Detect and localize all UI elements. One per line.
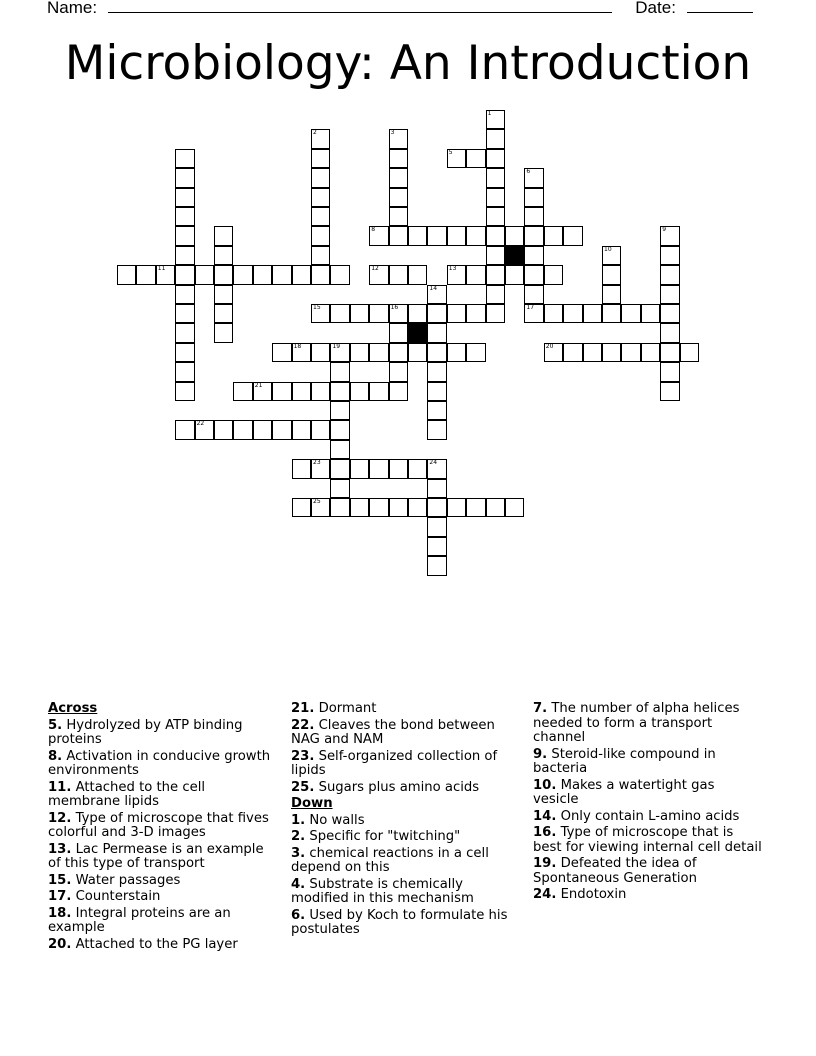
clue-text: chemical reactions in a cell depend on this	[291, 845, 489, 875]
grid-cell[interactable]	[427, 226, 446, 245]
grid-cell[interactable]	[369, 459, 388, 478]
grid-cell[interactable]	[253, 420, 272, 439]
grid-cell[interactable]	[660, 226, 679, 245]
grid-cell[interactable]	[311, 459, 330, 478]
clue-number: 15	[313, 304, 321, 311]
grid-cell[interactable]	[214, 265, 233, 284]
clue-number: 25	[313, 498, 321, 505]
grid-cell[interactable]	[272, 343, 291, 362]
clue-item	[48, 907, 280, 936]
grid-cell[interactable]	[680, 343, 699, 362]
grid-cell[interactable]	[486, 168, 505, 187]
clue-number: 14	[429, 284, 438, 292]
clue-text: No walls	[305, 812, 365, 828]
grid-cell[interactable]	[214, 226, 233, 245]
clue-number-label: 8.	[48, 748, 63, 764]
grid-cell[interactable]	[311, 246, 330, 265]
grid-cell[interactable]	[427, 304, 446, 323]
date-label: Date:	[635, 0, 676, 17]
clue-number: 9	[662, 226, 667, 234]
grid-cell[interactable]	[330, 265, 349, 284]
grid-cell[interactable]	[427, 537, 446, 556]
clue-item	[48, 890, 280, 905]
grid-cell[interactable]	[330, 343, 349, 362]
grid-cell[interactable]	[660, 285, 679, 304]
clue-number-label: 12.	[48, 810, 72, 826]
grid-cell[interactable]	[175, 382, 194, 401]
clue-item	[291, 909, 521, 938]
grid-cell[interactable]	[175, 323, 194, 342]
clue-number: 11	[157, 265, 166, 273]
clue-text: Hydrolyzed by ATP binding proteins	[48, 717, 243, 747]
grid-cell[interactable]	[427, 459, 446, 478]
grid-cell[interactable]	[505, 498, 524, 517]
grid-cell[interactable]	[408, 265, 427, 284]
clue-text: Lac Permease is an example of this type of transport	[48, 841, 264, 871]
clue-number-label: 10.	[533, 777, 557, 793]
grid-cell[interactable]	[427, 382, 446, 401]
clue-text: Type of microscope that is best for viewing internal cell detail	[533, 825, 762, 855]
grid-cell[interactable]	[389, 207, 408, 226]
grid-cell[interactable]	[330, 459, 349, 478]
clue-number: 8	[371, 226, 376, 234]
grid-cell[interactable]	[466, 226, 485, 245]
grid-cell[interactable]	[330, 362, 349, 381]
grid-cell[interactable]	[466, 265, 485, 284]
grid-cell[interactable]	[544, 304, 563, 323]
clue-text: Only contain L-amino acids	[556, 808, 740, 824]
clue-item	[291, 878, 521, 907]
grid-cell[interactable]	[369, 304, 388, 323]
clue-number-label: 23.	[291, 748, 315, 764]
grid-block	[408, 323, 427, 342]
clue-item	[291, 847, 521, 876]
grid-cell[interactable]	[311, 420, 330, 439]
page-title: Microbiology: An Introduction	[64, 36, 752, 91]
grid-cell[interactable]	[427, 362, 446, 381]
grid-cell[interactable]	[156, 265, 175, 284]
grid-cell[interactable]	[311, 188, 330, 207]
clue-text: Attached to the PG layer	[71, 936, 238, 952]
grid-cell[interactable]	[389, 188, 408, 207]
grid-cell[interactable]	[524, 188, 543, 207]
grid-cell[interactable]	[214, 246, 233, 265]
clue-number: 17	[526, 304, 535, 311]
grid-cell[interactable]	[389, 149, 408, 168]
grid-cell[interactable]	[466, 304, 485, 323]
clue-number: 2	[313, 129, 317, 137]
grid-cell[interactable]	[311, 149, 330, 168]
clue-text: The number of alpha helices needed to form a transport channel	[533, 701, 740, 745]
grid-cell[interactable]	[486, 498, 505, 517]
clue-number: 21	[254, 381, 263, 389]
grid-cell[interactable]	[486, 226, 505, 245]
grid-cell[interactable]	[292, 498, 311, 517]
grid-cell[interactable]	[369, 343, 388, 362]
grid-cell[interactable]	[311, 304, 330, 323]
grid-cell[interactable]	[175, 265, 194, 284]
grid-cell[interactable]	[253, 265, 272, 284]
clue-number: 18	[293, 342, 302, 350]
grid-cell[interactable]	[660, 382, 679, 401]
grid-cell[interactable]	[350, 304, 369, 323]
clue-number-label: 18.	[48, 905, 72, 921]
clue-text: Attached to the cell membrane lipids	[48, 779, 206, 809]
grid-cell[interactable]	[427, 479, 446, 498]
clue-item	[48, 812, 280, 841]
grid-cell[interactable]	[408, 459, 427, 478]
grid-cell[interactable]	[389, 343, 408, 362]
clue-number: 20	[545, 342, 554, 350]
grid-cell[interactable]	[311, 265, 330, 284]
grid-cell[interactable]	[524, 265, 543, 284]
grid-cell[interactable]	[408, 304, 427, 323]
grid-cell[interactable]	[447, 149, 466, 168]
clue-number-label: 7.	[533, 701, 548, 716]
clue-item	[533, 857, 763, 886]
clue-text: Sugars plus amino acids	[314, 779, 480, 795]
clue-number: 6	[526, 168, 531, 176]
clue-item	[291, 719, 521, 748]
grid-cell[interactable]	[175, 168, 194, 187]
grid-cell[interactable]	[602, 285, 621, 304]
grid-cell[interactable]	[233, 382, 252, 401]
grid-cell[interactable]	[389, 265, 408, 284]
grid-cell[interactable]	[583, 304, 602, 323]
clue-number-label: 5.	[48, 717, 63, 733]
grid-cell[interactable]	[447, 265, 466, 284]
grid-cell[interactable]	[389, 498, 408, 517]
clue-column-3	[533, 702, 763, 905]
grid-cell[interactable]	[427, 498, 446, 517]
grid-cell[interactable]	[486, 207, 505, 226]
grid-cell[interactable]	[175, 362, 194, 381]
grid-cell[interactable]	[117, 265, 136, 284]
grid-cell[interactable]	[660, 323, 679, 342]
grid-cell[interactable]	[350, 459, 369, 478]
grid-cell[interactable]	[311, 498, 330, 517]
grid-cell[interactable]	[408, 343, 427, 362]
grid-cell[interactable]	[195, 265, 214, 284]
grid-cell[interactable]	[214, 323, 233, 342]
grid-cell[interactable]	[602, 304, 621, 323]
clue-number-label: 17.	[48, 889, 72, 904]
clue-text: Steroid-like compound in bacteria	[533, 746, 716, 776]
grid-cell[interactable]	[524, 207, 543, 226]
clue-text: Used by Koch to formulate his postulates	[291, 907, 508, 937]
grid-cell[interactable]	[466, 498, 485, 517]
clue-item	[533, 702, 763, 746]
clue-text: Cleaves the bond between NAG and NAM	[291, 717, 495, 747]
grid-cell[interactable]	[486, 149, 505, 168]
grid-cell[interactable]	[175, 343, 194, 362]
grid-cell[interactable]	[389, 382, 408, 401]
grid-cell[interactable]	[233, 420, 252, 439]
clue-number: 10	[604, 245, 612, 253]
clue-item	[533, 826, 763, 855]
clue-item	[48, 750, 280, 779]
clue-number-label: 22.	[291, 717, 315, 733]
grid-cell[interactable]	[175, 285, 194, 304]
grid-cell[interactable]	[136, 265, 155, 284]
grid-cell[interactable]	[486, 265, 505, 284]
grid-cell[interactable]	[350, 498, 369, 517]
grid-cell[interactable]	[369, 226, 388, 245]
name-label: Name:	[47, 0, 98, 17]
clue-number: 23	[313, 459, 321, 467]
clue-text: Counterstain	[71, 889, 161, 904]
clue-number: 13	[448, 265, 457, 273]
clue-number-label: 3.	[291, 845, 306, 861]
grid-cell[interactable]	[563, 226, 582, 245]
clue-item	[48, 938, 280, 953]
grid-cell[interactable]	[524, 304, 543, 323]
grid-cell[interactable]	[486, 188, 505, 207]
grid-cell[interactable]	[524, 168, 543, 187]
grid-cell[interactable]	[427, 401, 446, 420]
grid-cell[interactable]	[408, 226, 427, 245]
grid-cell[interactable]	[272, 382, 291, 401]
clue-text: Self-organized collection of lipids	[291, 748, 498, 778]
clue-number-label: 16.	[533, 825, 557, 840]
grid-cell[interactable]	[621, 304, 640, 323]
grid-cell[interactable]	[447, 498, 466, 517]
grid-cell[interactable]	[175, 207, 194, 226]
clue-number-label: 25.	[291, 779, 315, 795]
grid-cell[interactable]	[330, 440, 349, 459]
clue-number: 5	[448, 148, 453, 156]
clue-column-2	[291, 702, 521, 940]
clue-number: 22	[196, 420, 205, 428]
grid-cell[interactable]	[660, 265, 679, 284]
grid-cell[interactable]	[175, 226, 194, 245]
grid-cell[interactable]	[214, 420, 233, 439]
clue-number: 16	[390, 304, 399, 311]
clue-text: Type of microscope that fives colorful and 3-D images	[48, 810, 269, 840]
clue-number-label: 9.	[533, 746, 548, 762]
grid-cell[interactable]	[544, 265, 563, 284]
grid-cell[interactable]	[330, 420, 349, 439]
clue-number-label: 1.	[291, 812, 306, 828]
clue-text: Endotoxin	[556, 887, 627, 902]
clue-item	[48, 781, 280, 810]
clue-text: Integral proteins are an example	[48, 905, 231, 935]
grid-cell[interactable]	[311, 207, 330, 226]
grid-cell[interactable]	[389, 362, 408, 381]
grid-cell[interactable]	[602, 343, 621, 362]
grid-cell[interactable]	[524, 226, 543, 245]
clue-text: Defeated the idea of Spontaneous Generation	[533, 856, 697, 886]
grid-cell[interactable]	[505, 226, 524, 245]
grid-cell[interactable]	[660, 304, 679, 323]
grid-cell[interactable]	[486, 129, 505, 148]
grid-cell[interactable]	[427, 343, 446, 362]
grid-cell[interactable]	[486, 110, 505, 129]
grid-cell[interactable]	[544, 343, 563, 362]
grid-cell[interactable]	[292, 265, 311, 284]
grid-cell[interactable]	[233, 265, 252, 284]
clue-text: Substrate is chemically modified in this mechanism	[291, 876, 474, 906]
grid-cell[interactable]	[175, 188, 194, 207]
clue-item	[48, 719, 280, 748]
clue-number-label: 14.	[533, 808, 557, 824]
grid-cell[interactable]	[292, 459, 311, 478]
grid-cell[interactable]	[292, 420, 311, 439]
grid-cell[interactable]	[311, 168, 330, 187]
grid-cell[interactable]	[427, 420, 446, 439]
grid-cell[interactable]	[175, 246, 194, 265]
grid-cell[interactable]	[563, 304, 582, 323]
clue-item	[533, 779, 763, 808]
grid-cell[interactable]	[214, 304, 233, 323]
clue-number-label: 19.	[533, 856, 557, 871]
grid-cell[interactable]	[175, 304, 194, 323]
clue-item	[533, 748, 763, 777]
grid-cell[interactable]	[563, 343, 582, 362]
clue-number: 3	[390, 129, 395, 137]
clue-number: 12	[371, 265, 379, 273]
grid-cell[interactable]	[175, 149, 194, 168]
grid-cell[interactable]	[486, 246, 505, 265]
down-heading: Down	[291, 796, 333, 811]
grid-cell[interactable]	[466, 343, 485, 362]
clue-item	[291, 702, 521, 717]
grid-cell[interactable]	[311, 382, 330, 401]
clue-column-1	[48, 702, 280, 954]
grid-cell[interactable]	[311, 226, 330, 245]
grid-cell[interactable]	[195, 420, 214, 439]
grid-cell[interactable]	[389, 459, 408, 478]
grid-block	[505, 246, 524, 265]
clue-item	[48, 843, 280, 872]
grid-cell[interactable]	[447, 343, 466, 362]
clue-number-label: 11.	[48, 779, 72, 795]
clue-number-label: 24.	[533, 887, 557, 902]
grid-cell[interactable]	[389, 304, 408, 323]
grid-cell[interactable]	[389, 129, 408, 148]
grid-cell[interactable]	[427, 517, 446, 536]
grid-cell[interactable]	[447, 226, 466, 245]
clue-item	[291, 750, 521, 779]
clue-item	[291, 814, 521, 829]
grid-cell[interactable]	[389, 168, 408, 187]
clue-item	[533, 888, 763, 903]
grid-cell[interactable]	[330, 498, 349, 517]
clue-item	[48, 874, 280, 889]
grid-cell[interactable]	[272, 420, 291, 439]
grid-cell[interactable]	[408, 498, 427, 517]
grid-cell[interactable]	[389, 323, 408, 342]
grid-cell[interactable]	[660, 246, 679, 265]
across-heading: Across	[48, 701, 98, 716]
clue-number-label: 4.	[291, 876, 306, 892]
grid-cell[interactable]	[389, 226, 408, 245]
grid-cell[interactable]	[583, 343, 602, 362]
clue-number-label: 2.	[291, 829, 306, 844]
grid-cell[interactable]	[214, 285, 233, 304]
grid-cell[interactable]	[272, 265, 291, 284]
grid-cell[interactable]	[330, 304, 349, 323]
clue-text: Activation in conducive growth environments	[48, 748, 271, 778]
grid-cell[interactable]	[311, 343, 330, 362]
grid-cell[interactable]	[486, 304, 505, 323]
grid-cell[interactable]	[292, 382, 311, 401]
grid-cell[interactable]	[466, 149, 485, 168]
grid-cell[interactable]	[427, 323, 446, 342]
clue-number-label: 20.	[48, 936, 72, 952]
grid-cell[interactable]	[369, 498, 388, 517]
grid-cell[interactable]	[292, 343, 311, 362]
grid-cell[interactable]	[311, 129, 330, 148]
grid-cell[interactable]	[427, 285, 446, 304]
grid-cell[interactable]	[602, 265, 621, 284]
grid-cell[interactable]	[175, 420, 194, 439]
grid-cell[interactable]	[660, 343, 679, 362]
grid-cell[interactable]	[641, 304, 660, 323]
grid-cell[interactable]	[660, 362, 679, 381]
grid-cell[interactable]	[330, 479, 349, 498]
clue-item	[291, 830, 521, 845]
grid-cell[interactable]	[447, 304, 466, 323]
clue-number: 19	[332, 342, 341, 350]
grid-cell[interactable]	[350, 382, 369, 401]
grid-cell[interactable]	[524, 246, 543, 265]
grid-cell[interactable]	[350, 343, 369, 362]
clue-number: 24	[429, 459, 438, 467]
clue-number-label: 15.	[48, 872, 72, 888]
grid-cell[interactable]	[505, 265, 524, 284]
grid-cell[interactable]	[621, 343, 640, 362]
grid-cell[interactable]	[486, 285, 505, 304]
grid-cell[interactable]	[253, 382, 272, 401]
clue-number-label: 21.	[291, 701, 315, 716]
grid-cell[interactable]	[427, 556, 446, 575]
grid-cell[interactable]	[369, 265, 388, 284]
clue-number: 1	[487, 110, 492, 117]
grid-cell[interactable]	[602, 246, 621, 265]
clue-number-label: 6.	[291, 907, 306, 923]
clue-text: Makes a watertight gas vesicle	[533, 777, 715, 807]
grid-cell[interactable]	[330, 382, 349, 401]
grid-cell[interactable]	[369, 382, 388, 401]
grid-cell[interactable]	[641, 343, 660, 362]
grid-cell[interactable]	[330, 401, 349, 420]
clue-item	[533, 810, 763, 825]
clue-text: Dormant	[314, 701, 377, 716]
grid-cell[interactable]	[524, 285, 543, 304]
clue-text: Specific for "twitching"	[305, 829, 461, 844]
grid-cell[interactable]	[544, 226, 563, 245]
clue-number-label: 13.	[48, 841, 72, 857]
clue-text: Water passages	[71, 872, 181, 888]
clue-item	[291, 781, 521, 796]
